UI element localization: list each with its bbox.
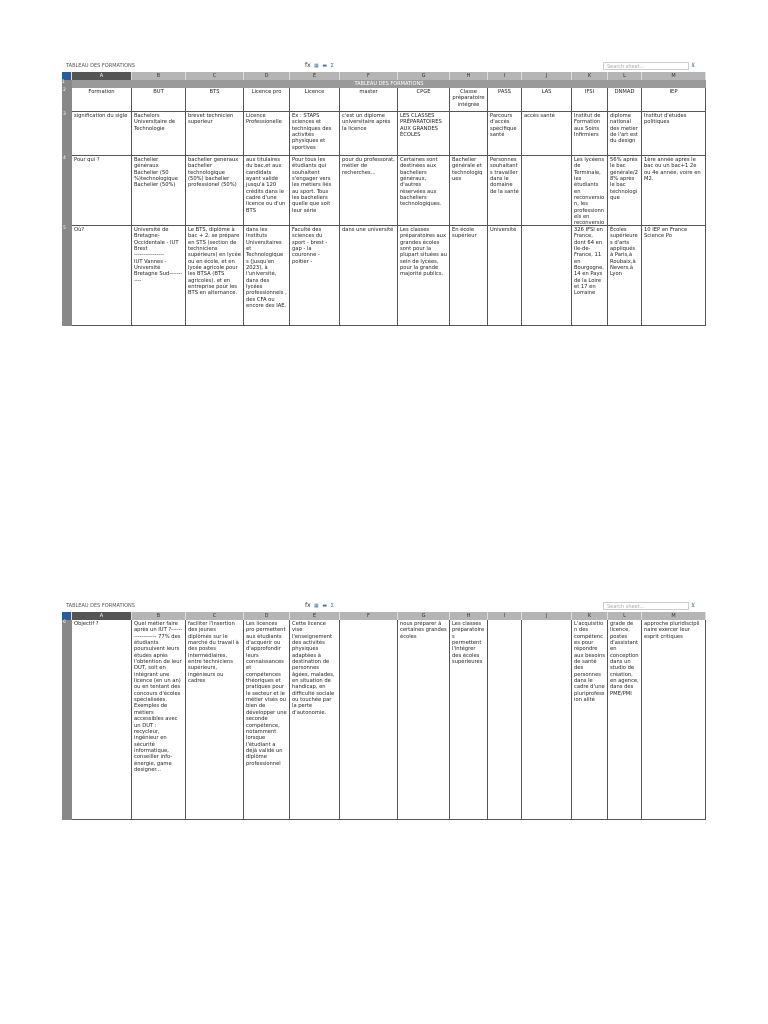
row-number: 1 [62, 80, 72, 88]
row-number: 4 [62, 156, 72, 226]
table-cell[interactable]: LES CLASSES PRÉPARATOIRES AUX GRANDES ÉCOLES [398, 112, 450, 156]
table-cell[interactable]: approche pluridiscipli naire exercer leur esprit critiques [642, 620, 706, 820]
table-cell[interactable]: Université [488, 226, 522, 326]
column-header-b[interactable]: B [132, 612, 186, 620]
table-cell[interactable]: Bachelors Universitaire de Technologie [132, 112, 186, 156]
table-cell[interactable]: accès santé [522, 112, 572, 156]
row-number: 2 [62, 88, 72, 112]
table-cell[interactable]: En école supérieur [450, 226, 488, 326]
formula-icon[interactable]: fx [305, 62, 311, 69]
header-cell[interactable]: Classe préparatoire intégrée [450, 88, 488, 112]
column-header-j[interactable]: J [522, 612, 572, 620]
table-cell[interactable]: pour du professorat, métier de recherches... [340, 156, 398, 226]
table-cell[interactable]: Écoles supérieures d'arts appliqués à Paris,à Roubaix,à Nevers,à Lyon [608, 226, 642, 326]
column-header-m[interactable]: M [642, 612, 706, 620]
column-header-a[interactable]: A [72, 612, 132, 620]
header-cell[interactable]: PASS [488, 88, 522, 112]
banner-title: TABLEAU DES FORMATIONS [72, 80, 706, 88]
column-header-bar [62, 72, 706, 80]
row-number: 3 [62, 112, 72, 156]
header-cell[interactable]: BUT [132, 88, 186, 112]
column-header-l[interactable]: L [608, 72, 642, 80]
column-header-i[interactable]: I [488, 612, 522, 620]
table-cell[interactable]: Cette licence vise l'enseignement des activités physiques adaptées à destination de personnes âgées, malades, en situation de handicap, en difficulté sociale ou touchée par la perte d'autonomie. [290, 620, 340, 820]
table-cell[interactable]: Licence Professionelle [244, 112, 290, 156]
table-cell[interactable]: faciliter l'insertion des jeunes diplômés sur le marché du travail à des postes intermédiaires, entre techniciens supérieurs, ingénieurs ou cadres [186, 620, 244, 820]
table-cell[interactable]: dans une université [340, 226, 398, 326]
header-cell[interactable]: IFSI [572, 88, 608, 112]
table-cell[interactable]: L'acquisition des compétences pour répondre aux besoins de santé des personnes dans le cadre d'une pluriprofession alité [572, 620, 608, 820]
table-cell[interactable]: Personnes souhaitant s travailler dans le domaine de la santé [488, 156, 522, 226]
table-cell[interactable]: Le BTS, diplôme à bac + 2, se prépare en STS (section de techniciens supérieurs) en lycée ou en école, et en lycée agricole pour les BTSA (BTS agricoles). et en entreprise pour les BTS en alternance. [186, 226, 244, 326]
table-cell[interactable]: 10 IEP en France Science Po [642, 226, 706, 326]
banner-row [62, 80, 706, 88]
spreadsheet-panel-2 [62, 602, 706, 820]
sheet-title: TABLEAU DES FORMATIONS [66, 603, 135, 609]
table-cell[interactable]: Les classes préparatoires aux grandes écoles sont pour la plupart situées au sein de lycées, pour la grande majorité publics. [398, 226, 450, 326]
sheet-toolbar [62, 62, 706, 72]
table-cell[interactable] [340, 620, 398, 820]
table-cell[interactable] [522, 226, 572, 326]
column-header-i[interactable]: I [488, 72, 522, 80]
table-cell[interactable]: Certaines sont destinées aux bacheliers généraux, d'autres réservées aux bacheliers technologiques. [398, 156, 450, 226]
column-header-bar [62, 612, 706, 620]
table-cell[interactable]: grade de licence, postes d'assistant en conception dans un studio de création, en agence, dans des PME/PMI [608, 620, 642, 820]
formula-tools-icon[interactable]: ▦ ▬ Σ [314, 603, 335, 609]
table-cell[interactable]: c'est un diplome universitaire après la licence [340, 112, 398, 156]
formula-icon[interactable]: fx [305, 602, 311, 609]
table-cell[interactable]: dans les Instituts Universitaires et Technologique s (jusqu'en 2023), à l'université, dans des lycées professionnels , des CFA ou encore des IAE. [244, 226, 290, 326]
column-header-l[interactable]: L [608, 612, 642, 620]
table-cell[interactable]: Ex : STAPS sciences et techniques des activités physiques et sportives [290, 112, 340, 156]
column-header-f[interactable]: F [340, 72, 398, 80]
header-cell[interactable]: CPGE [398, 88, 450, 112]
column-header-k[interactable]: K [572, 72, 608, 80]
table-cell[interactable]: Faculté des sciences du sport - brest - gap - la couronne - poitier - [290, 226, 340, 326]
table-cell[interactable]: Institut d'études politiques [642, 112, 706, 156]
column-header-e[interactable]: E [290, 612, 340, 620]
table-cell[interactable] [488, 620, 522, 820]
data-table [62, 620, 706, 820]
column-header-e[interactable]: E [290, 72, 340, 80]
table-cell[interactable]: Les licences pro permettent aux étudiants d'acquérir ou d'approfondir leurs connaissances et compétences théoriques et pratiques pour le secteur et le métier visés ou bien de développer une seconde compétence, notamment lorsque l'étudiant a déjà validé un diplôme professionnel [244, 620, 290, 820]
column-header-c[interactable]: C [186, 612, 244, 620]
table-cell[interactable]: Pour qui ? [72, 156, 132, 226]
sheet-title: TABLEAU DES FORMATIONS [66, 63, 135, 69]
table-cell[interactable]: Bachelier générale et technologiques [450, 156, 488, 226]
formula-tools-icon[interactable]: ▦ ▬ Σ [314, 63, 335, 69]
table-cell[interactable] [450, 112, 488, 156]
column-header-m[interactable]: M [642, 72, 706, 80]
table-cell[interactable] [522, 156, 572, 226]
table-cell[interactable]: Pour tous les étudiants qui souhaitent s'engager vers les métiers liés au sport. Tous les bacheliers quelle que soit leur série [290, 156, 340, 226]
column-header-g[interactable]: G [398, 612, 450, 620]
table-cell[interactable]: Quel métier faire après un IUT ?------------------ 77% des étudiants poursuivent leurs études après l'obtention de leur DUT, soit en intégrant une licence (en un an) ou en tentant des concours d'écoles spécialisées. Exemples de métiers accessibles avec un DUT : recycleur, ingénieur en sécurité informatique, conseiller info-énergie, game designer... [132, 620, 186, 820]
header-cell[interactable]: master [340, 88, 398, 112]
column-header-d[interactable]: D [244, 612, 290, 620]
table-cell[interactable]: Où? [72, 226, 132, 326]
table-cell[interactable]: Institut de Formation aux Soins Infirmiers [572, 112, 608, 156]
table-cell[interactable]: 326 IFSI en France, dont 64 en Ile-de-France, 11 en Bourgogne, 14 en Pays de la Loire et 17 en Lorraine [572, 226, 608, 326]
table-cell[interactable]: diplome national des metier de l'art est du design [608, 112, 642, 156]
table-cell[interactable]: Parcours d'accès spécifique santé [488, 112, 522, 156]
table-cell[interactable]: Université de Bretagne-Occidentale - IUT Brest ---------------- IUT Vannes - Université Bretagne Sud----------- [132, 226, 186, 326]
column-header-j[interactable]: J [522, 72, 572, 80]
table-cell[interactable]: Objectif ? [72, 620, 132, 820]
column-header-g[interactable]: G [398, 72, 450, 80]
filter-icon[interactable]: ⊻ [691, 602, 696, 609]
spreadsheet-panel-1 [62, 62, 706, 326]
column-header-h[interactable]: H [450, 72, 488, 80]
header-cell[interactable]: BTS [186, 88, 244, 112]
sheet-toolbar [62, 602, 706, 612]
table-cell[interactable]: signification du sigle [72, 112, 132, 156]
header-cell[interactable]: Licence pro [244, 88, 290, 112]
table-cell[interactable]: 56% après le bac générale/2 8% après le bac technologi que [608, 156, 642, 226]
select-all-corner[interactable] [62, 72, 72, 80]
header-cell[interactable]: DNMAD [608, 88, 642, 112]
column-header-c[interactable]: C [186, 72, 244, 80]
column-header-h[interactable]: H [450, 612, 488, 620]
table-cell[interactable]: bachelier generaux bachelier technologique (50%) bachelier professionel (50%) [186, 156, 244, 226]
filter-icon[interactable]: ⊻ [691, 62, 696, 69]
table-cell[interactable]: Les classes préparatoires permettent l'intégrer des écoles supérieures [450, 620, 488, 820]
table-cell[interactable]: nous préparer à certaines grandes écoles [398, 620, 450, 820]
table-cell[interactable]: brevet technicien superieur [186, 112, 244, 156]
search-input[interactable]: Search sheet... [603, 62, 689, 70]
table-cell[interactable]: 1ère année après le bac ou un bac+1 2e ou 4e année, voire en M2. [642, 156, 706, 226]
select-all-corner[interactable] [62, 612, 72, 620]
header-cell[interactable]: IEP [642, 88, 706, 112]
data-table [62, 88, 706, 326]
table-cell[interactable]: Les lycéens de Terminale, les étudiants en reconversion, les professionnels en reconversio [572, 156, 608, 226]
column-header-b[interactable]: B [132, 72, 186, 80]
header-cell[interactable]: Formation [72, 88, 132, 112]
header-cell[interactable]: LAS [522, 88, 572, 112]
column-header-k[interactable]: K [572, 612, 608, 620]
table-cell[interactable]: aux titulaires du bac,et aux candidats ayant validé jusqu'à 120 crédits dans le cadre d'une licence ou d'un BTS [244, 156, 290, 226]
search-input[interactable]: Search sheet... [603, 602, 689, 610]
column-header-f[interactable]: F [340, 612, 398, 620]
row-number: 5 [62, 226, 72, 326]
table-cell[interactable] [522, 620, 572, 820]
table-cell[interactable]: Bachelier généraux Bachelier (50 %)technologique Bachelier (50%) [132, 156, 186, 226]
column-header-a[interactable]: A [72, 72, 132, 80]
header-cell[interactable]: Licence [290, 88, 340, 112]
column-header-d[interactable]: D [244, 72, 290, 80]
row-number: 6 [62, 620, 72, 820]
